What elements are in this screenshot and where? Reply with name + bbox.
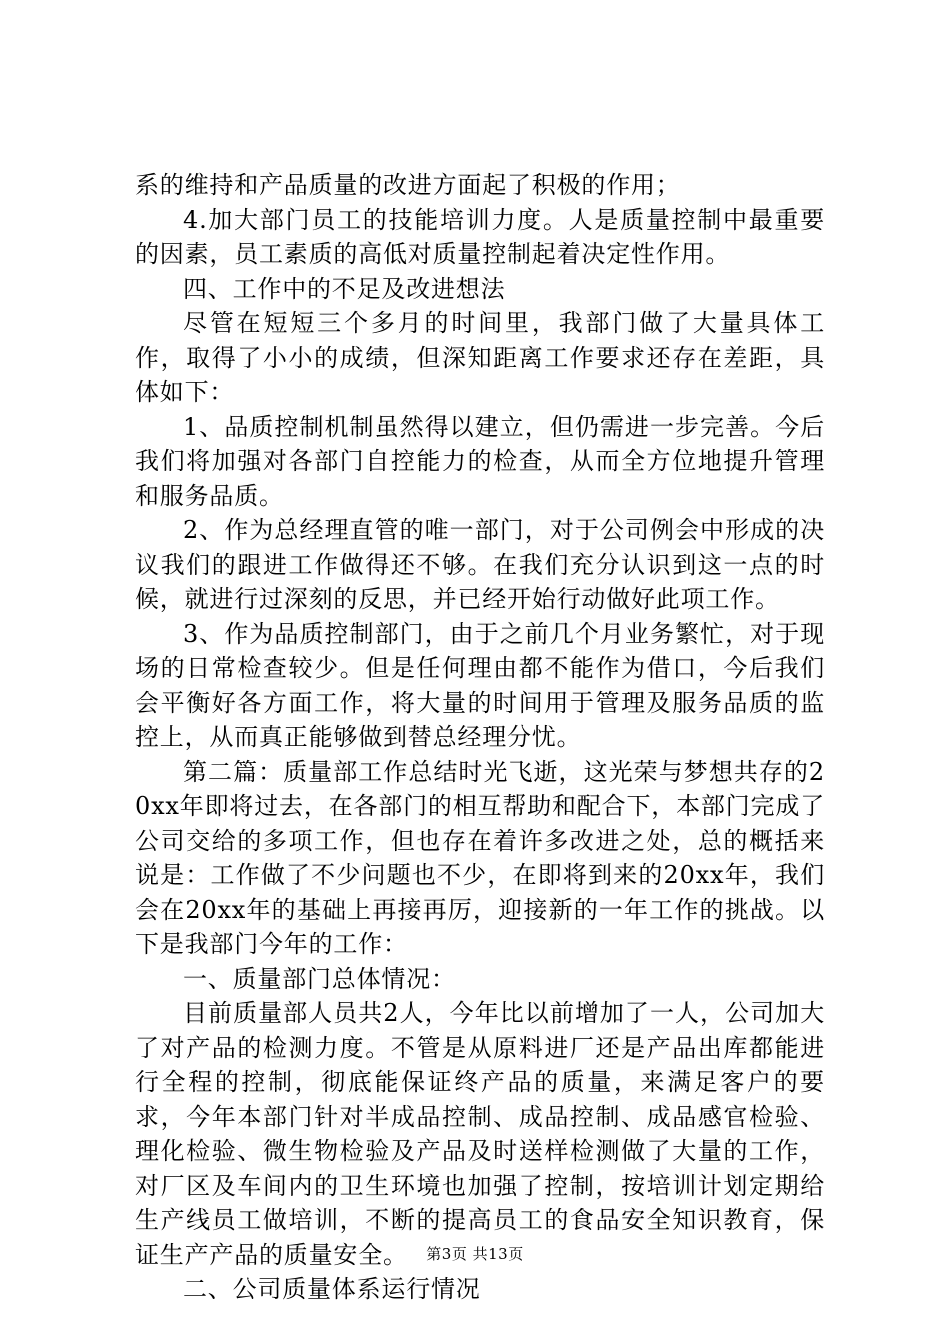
document-body: [135, 168, 825, 1307]
paragraph: 系的维持和产品质量的改进方面起了积极的作用；: [135, 171, 681, 199]
section-heading: 一、质量部门总体情况：: [183, 964, 456, 993]
paragraph: 2、作为总经理直管的唯一部门，对于公司例会中形成的决议我们的跟进工作做得还不够。在我们充分认识到这一点的时候，就进行过深刻的反思，并已经开始行动做好此项工作。: [135, 516, 825, 613]
paragraph: 1、品质控制机制虽然得以建立，但仍需进一步完善。今后我们将加强对各部门自控能力的检查，从而全方位地提升管理和服务品质。: [135, 412, 825, 510]
section-heading: 二、公司质量体系运行情况: [183, 1275, 481, 1303]
section-heading: 四、工作中的不足及改进想法: [183, 274, 506, 303]
paragraph: 4.加大部门员工的技能培训力度。人是质量控制中最重要的因素，员工素质的高低对质量控制起着决定性作用。: [135, 205, 825, 268]
paragraph: 目前质量部人员共2人，今年比以前增加了一人，公司加大了对产品的检测力度。不管是从原料进厂还是产品出库都能进行全程的控制，彻底能保证终产品的质量，来满足客户的要求，今年本部门针对半成品控制、成品控制、成品感官检验、理化检验、微生物检验及产品及时送样检测做了大量的工作，对厂区及车间内的卫生环境也加强了控制，按培训计划定期给生产线员工做培训，不断的提高员工的食品安全知识教育，保证生产产品的质量安全。: [135, 999, 825, 1269]
page-footer: 第3页 共13页: [426, 1245, 524, 1263]
paragraph: 第二篇：质量部工作总结时光飞逝，这光荣与梦想共存的20xx年即将过去，在各部门的相互帮助和配合下，本部门完成了公司交给的多项工作，但也存在着许多改进之处，总的概括来说是：工作做了不少问题也不少，在即将到来的20xx年，我们会在20xx年的基础上再接再厉，迎接新的一年工作的挑战。以下是我部门今年的工作：: [135, 757, 825, 958]
paragraph: 3、作为品质控制部门，由于之前几个月业务繁忙，对于现场的日常检查较少。但是任何理由都不能作为借口，今后我们会平衡好各方面工作，将大量的时间用于管理及服务品质的监控上，从而真正能够做到替总经理分忧。: [135, 619, 825, 751]
paragraph: 尽管在短短三个多月的时间里，我部门做了大量具体工作，取得了小小的成绩，但深知距离工作要求还存在差距，具体如下：: [135, 309, 825, 406]
